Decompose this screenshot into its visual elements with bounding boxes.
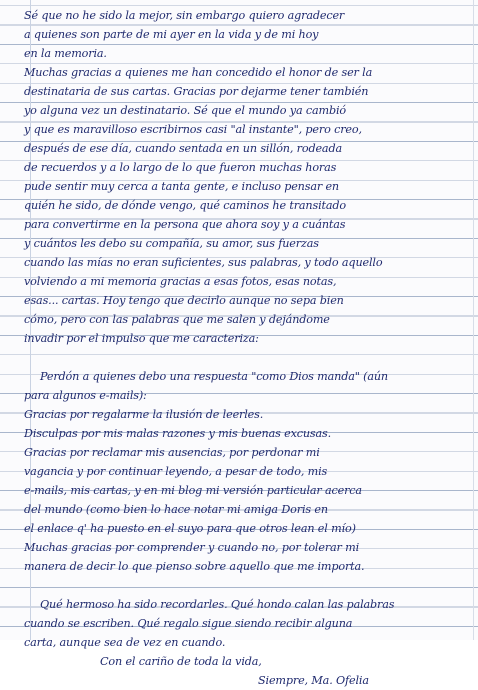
letter-line: quién he sido, de dónde vengo, qué caminos he transitado: [24, 199, 346, 212]
paragraph-apologies: [18, 367, 458, 576]
letter-line: y cuántos les debo su compañía, su amor, sus fuerzas: [24, 237, 319, 250]
letter-line: después de ese día, cuando sentada en un sillón, rodeada: [24, 142, 342, 155]
signature: Siempre, Ma. Ofelia: [258, 674, 369, 687]
letter-line: Muchas gracias a quienes me han concedido el honor de ser la: [24, 66, 373, 79]
letter-line: Gracias por reclamar mis ausencias, por perdonar mi: [24, 446, 320, 459]
letter-line: para algunos e-mails):: [24, 389, 147, 402]
letter-line: Gracias por regalarme la ilusión de leerles.: [24, 408, 264, 421]
letter-line: a quienes son parte de mi ayer en la vida y de mi hoy: [24, 28, 319, 41]
paragraph-reflection: [18, 595, 458, 652]
handwritten-letter: [18, 6, 458, 690]
letter-line: para convertirme en la persona que ahora soy y a cuántas: [24, 218, 346, 231]
letter-line: cuando las mías no eran suficientes, sus palabras, y todo aquello: [24, 256, 383, 269]
letter-line: Sé que no he sido la mejor, sin embargo quiero agradecer: [24, 9, 345, 22]
letter-line: carta, aunque sea de vez en cuando.: [24, 636, 226, 649]
letter-line: e-mails, mis cartas, y en mi blog mi versión particular acerca: [24, 484, 362, 497]
letter-line: vagancia y por continuar leyendo, a pesar de todo, mis: [24, 465, 328, 478]
letter-line: pude sentir muy cerca a tanta gente, e incluso pensar en: [24, 180, 339, 193]
letter-line: cómo, pero con las palabras que me salen y dejándome: [24, 313, 330, 326]
letter-line: manera de decir lo que pienso sobre aquello que me importa.: [24, 560, 365, 573]
page-edge: [473, 0, 474, 640]
letter-line: Qué hermoso ha sido recordarles. Qué hondo calan las palabras: [40, 598, 395, 611]
letter-line: yo alguna vez un destinatario. Sé que el mundo ya cambió: [24, 104, 347, 117]
letter-line: cuando se escriben. Qué regalo sigue siendo recibir alguna: [24, 617, 353, 630]
letter-line: y que es maravilloso escribirnos casi "al instante", pero creo,: [24, 123, 362, 136]
letter-line: destinataria de sus cartas. Gracias por dejarme tener también: [24, 85, 369, 98]
letter-line: Disculpas por mis malas razones y mis buenas excusas.: [24, 427, 332, 440]
closing-line: Con el cariño de toda la vida,: [100, 655, 262, 668]
letter-line: el enlace q' ha puesto en el suyo para que otros lean el mío): [24, 522, 356, 535]
letter-line: de recuerdos y a lo largo de lo que fueron muchas horas: [24, 161, 337, 174]
letter-line: volviendo a mi memoria gracias a esas fotos, esas notas,: [24, 275, 337, 288]
paragraph-spacer: [18, 348, 458, 367]
paragraph-spacer: [18, 576, 458, 595]
letter-line: invadir por el impulso que me caracteriza:: [24, 332, 259, 345]
paragraph-gratitude: [18, 6, 458, 348]
letter-line: Perdón a quienes debo una respuesta "como Dios manda" (aún: [40, 370, 388, 383]
letter-line: Muchas gracias por comprender y cuando no, por tolerar mi: [24, 541, 360, 554]
letter-line: en la memoria.: [24, 47, 107, 60]
letter-line: del mundo (como bien lo hace notar mi amiga Doris en: [24, 503, 328, 516]
letter-line: esas... cartas. Hoy tengo que decirlo aunque no sepa bien: [24, 294, 344, 307]
